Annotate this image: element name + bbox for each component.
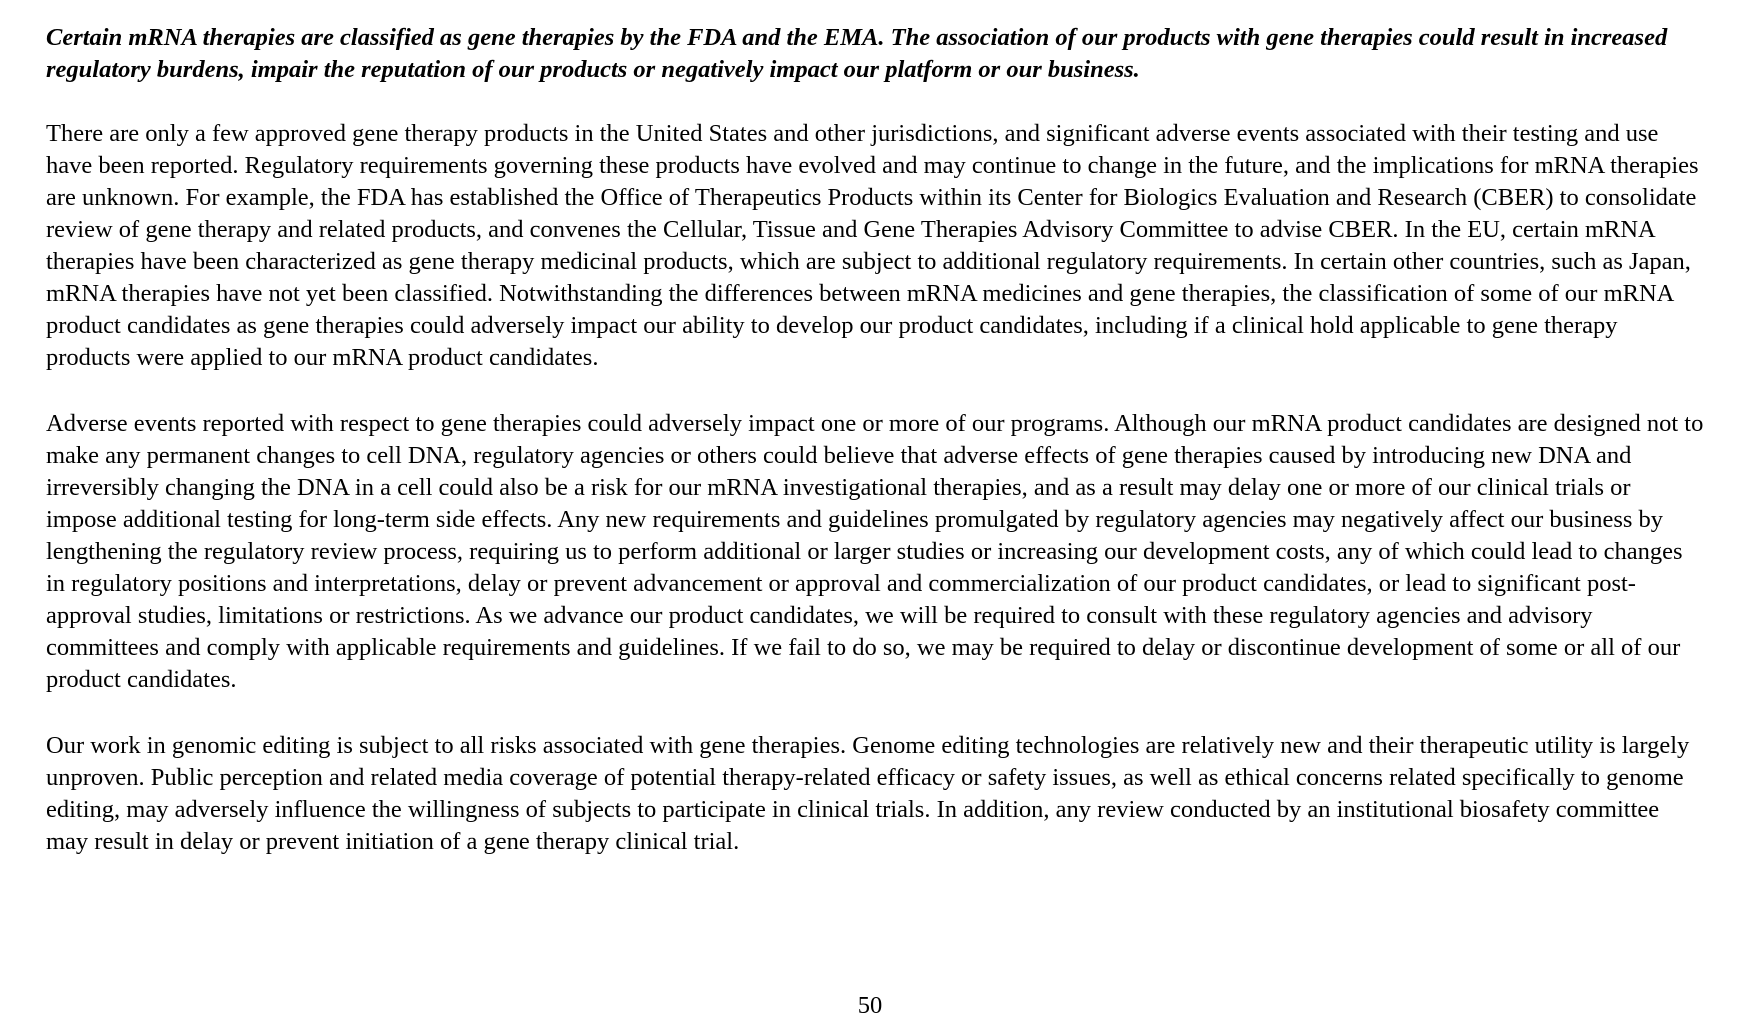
section-heading: Certain mRNA therapies are classified as gene therapies by the FDA and the EMA. The association of our products with gene therapies could result in increased regulatory burdens, impair the reputation of our products or negatively impact our platform or our business.	[46, 24, 1668, 83]
paragraph-adverse-events: Adverse events reported with respect to gene therapies could adversely impact one or more of our programs. Although our mRNA product candidates are designed not to make any permanent changes to cell DNA, regulatory agencies or others could believe that adverse effects of gene therapies caused by introducing new DNA and irreversibly changing the DNA in a cell could also be a risk for our mRNA investigational therapies, and as a result may delay one or more of our clinical trials or impose additional testing for long-term side effects. Any new requirements and guidelines promulgated by regulatory agencies may negatively affect our business by lengthening the regulatory review process, requiring us to perform additional or larger studies or increasing our development costs, any of which could lead to changes in regulatory positions and interpretations, delay or prevent advancement or approval and commercialization of our product candidates, or lead to significant post-approval studies, limitations or restrictions. As we advance our product candidates, we will be required to consult with these regulatory agencies and advisory committees and comply with applicable requirements and guidelines. If we fail to do so, we may be required to delay or discontinue development of some or all of our product candidates.	[46, 410, 1704, 693]
paragraph-gene-therapy-regulation: There are only a few approved gene therapy products in the United States and other jurisdictions, and significant adverse events associated with their testing and use have been reported. Regulatory requirements governing these products have evolved and may continue to change in the future, and the implications for mRNA therapies are unknown. For example, the FDA has established the Office of Therapeutics Products within its Center for Biologics Evaluation and Research (CBER) to consolidate review of gene therapy and related products, and convenes the Cellular, Tissue and Gene Therapies Advisory Committee to advise CBER. In the EU, certain mRNA therapies have been characterized as gene therapy medicinal products, which are subject to additional regulatory requirements. In certain other countries, such as Japan, mRNA therapies have not yet been classified. Notwithstanding the differences between mRNA medicines and gene therapies, the classification of some of our mRNA product candidates as gene therapies could adversely impact our ability to develop our product candidates, including if a clinical hold applicable to gene therapy products were applied to our mRNA product candidates.	[46, 120, 1699, 371]
paragraph-genomic-editing: Our work in genomic editing is subject to all risks associated with gene therapies. Genome editing technologies are relatively new and their therapeutic utility is largely unproven. Public perception and related media coverage of potential therapy-related efficacy or safety issues, as well as ethical concerns related specifically to genome editing, may adversely influence the willingness of subjects to participate in clinical trials. In addition, any review conducted by an institutional biosafety committee may result in delay or prevent initiation of a gene therapy clinical trial.	[46, 732, 1690, 855]
document-page	[46, 22, 1706, 892]
page-number: 50	[857, 992, 883, 1019]
